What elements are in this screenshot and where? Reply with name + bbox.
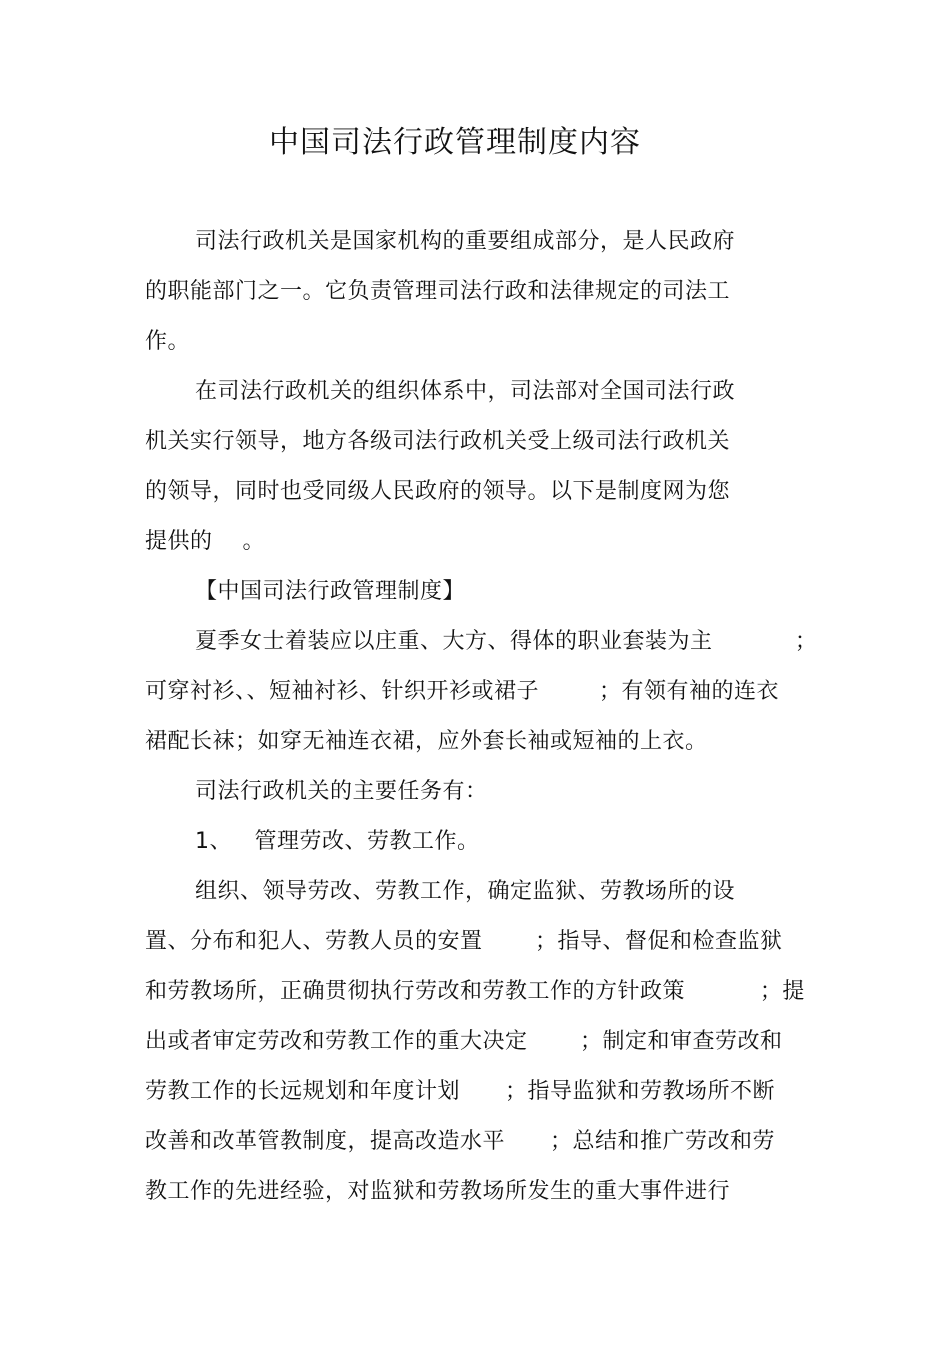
paragraph-5-line-2: 置、分布和犯人、劳教人员的安置 ；指导、督促和检查监狱 [145,929,783,954]
paragraph-3-line-3: 裙配长袜；如穿无袖连衣裙，应外套长袖或短袖的上衣。 [145,729,708,754]
paragraph-2-line-3: 的领导，同时也受同级人民政府的领导。以下是制度网为您 [145,479,731,504]
paragraph-5-line-6: 改善和改革管教制度，提高改造水平 ；总结和推广劳改和劳 [145,1129,775,1154]
paragraph-5-line-4: 出或者审定劳改和劳教工作的重大决定 ；制定和审查劳改和 [145,1029,783,1054]
paragraph-2-line-2: 机关实行领导，地方各级司法行政机关受上级司法行政机关 [145,429,731,454]
paragraph-5-line-3: 和劳教场所，正确贯彻执行劳改和劳教工作的方针政策 ；提 [145,979,805,1004]
section-heading: 【中国司法行政管理制度】 [195,579,466,604]
document-title: 中国司法行政管理制度内容 [269,125,641,160]
paragraph-1-line-3: 作。 [145,329,191,354]
paragraph-2-line-1: 在司法行政机关的组织体系中，司法部对全国司法行政 [195,379,736,404]
paragraph-4-line-1: 司法行政机关的主要任务有： [195,779,488,804]
paragraph-5-line-1: 组织、领导劳改、劳教工作，确定监狱、劳教场所的设 [195,879,736,904]
paragraph-3-line-2: 可穿衬衫、、短袖衬衫、针织开衫或裙子 ；有领有袖的连衣 [145,679,779,704]
paragraph-1-line-2: 的职能部门之一。它负责管理司法行政和法律规定的司法工 [145,279,731,304]
paragraph-1-line-1: 司法行政机关是国家机构的重要组成部分，是人民政府 [195,229,736,254]
paragraph-2-line-4: 提供的 。 [145,529,265,554]
paragraph-3-line-1: 夏季女士着装应以庄重、大方、得体的职业套装为主 ； [195,629,818,654]
list-item-1: 1、 管理劳改、劳教工作。 [195,829,480,854]
paragraph-5-line-7: 教工作的先进经验，对监狱和劳教场所发生的重大事件进行 [145,1179,731,1204]
paragraph-5-line-5: 劳教工作的长远规划和年度计划 ；指导监狱和劳教场所不断 [145,1079,775,1104]
